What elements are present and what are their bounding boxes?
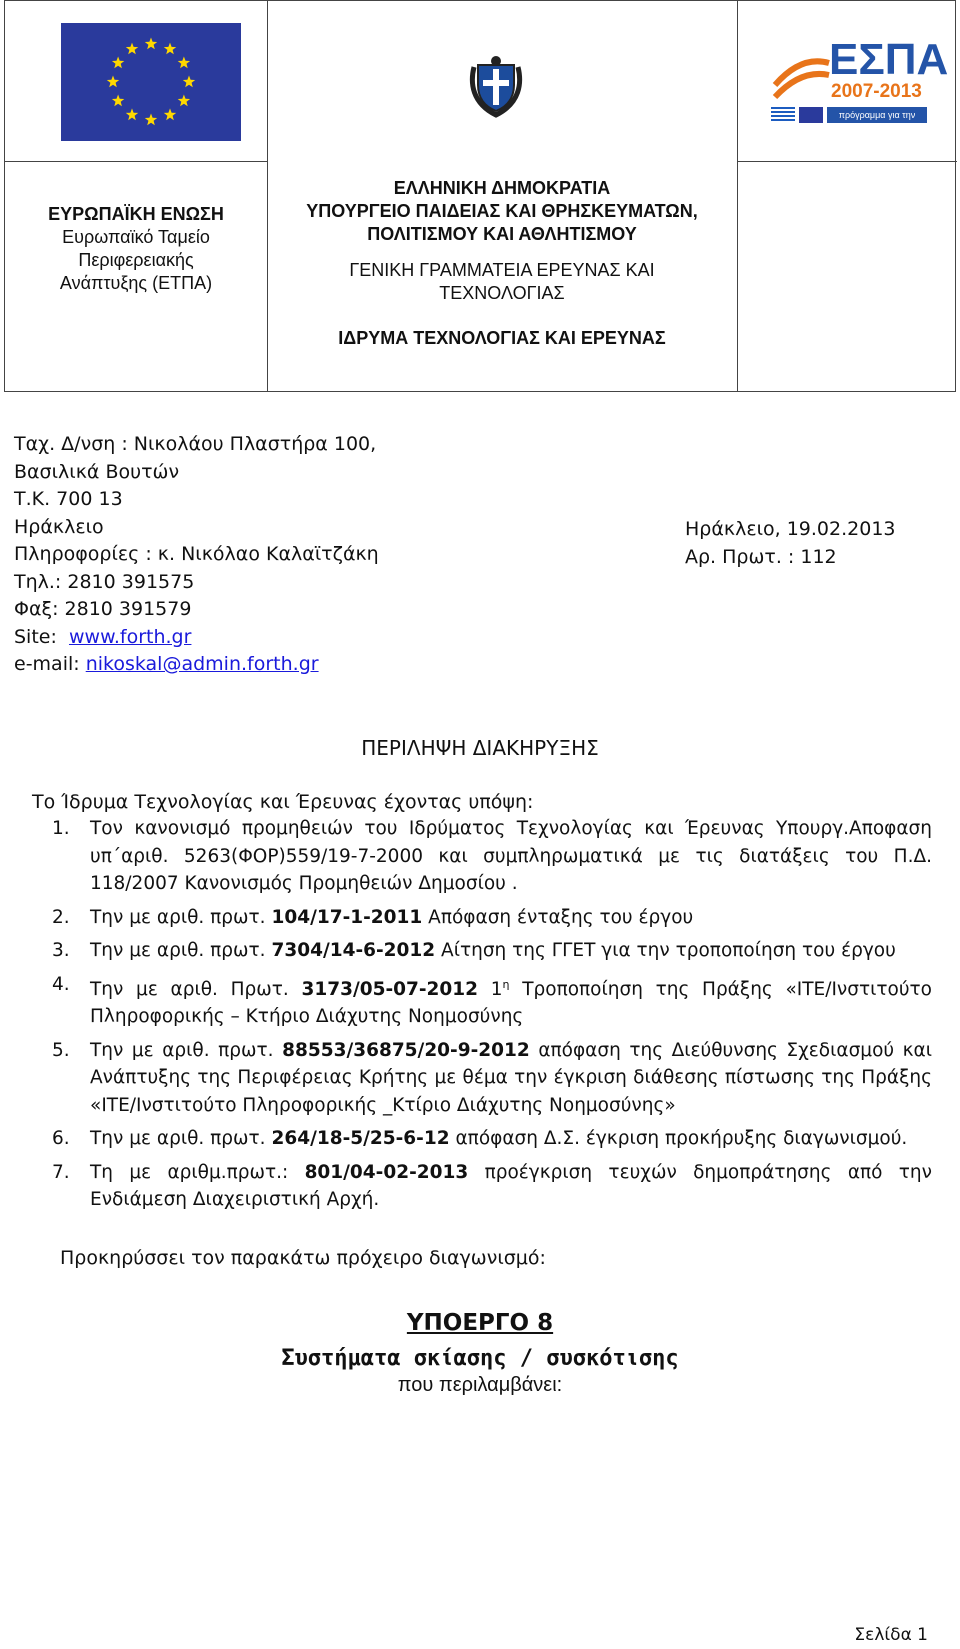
summary-title: ΠΕΡΙΛΗΨΗ ΔΙΑΚΗΡΥΞΗΣ [361, 736, 599, 760]
list-item [52, 1037, 932, 1120]
list-number: 3. [52, 940, 70, 961]
divider [737, 1, 738, 391]
letterhead [4, 0, 956, 392]
list-item [52, 971, 932, 1031]
document-info [685, 516, 896, 571]
phone: Τηλ.: 2810 391575 [14, 570, 195, 593]
systems-title: Συστήματα σκίασης / συσκότισης [281, 1346, 679, 1371]
subproject-title: ΥΠΟΕΡΓΟ 8 [406, 1310, 554, 1336]
item-reference: 264/18-5/25-6-12 [271, 1128, 450, 1150]
address-line: Ταχ. Δ/νση : Νικολάου Πλαστήρα 100, [14, 433, 377, 455]
email-link[interactable]: nikoskal@admin.forth.gr [85, 653, 319, 675]
list-item [52, 904, 932, 932]
divider [737, 161, 957, 162]
list-item [52, 1159, 932, 1214]
greek-flag-icon [771, 107, 795, 123]
fax: Φαξ: 2810 391579 [14, 598, 192, 620]
contact-person: Πληροφορίες : κ. Νικόλαο Καλαϊτζάκη [14, 543, 379, 565]
espa-wordmark: ΕΣΠΑ [829, 35, 949, 84]
ministry-line: ΥΠΟΥΡΓΕΙΟ ΠΑΙΔΕΙΑΣ ΚΑΙ ΘΡΗΣΚΕΥΜΑΤΩΝ, [306, 201, 698, 221]
eu-flag-logo [61, 23, 241, 141]
item-text: απόφαση της Διεύθυνσης Σχεδιασμού και Ανάπτυξης της Περιφέρειας Κρήτης με θέμα την έγκριση διάθεσης πίστωσης της Πράξης «ΙΤΕ/Ινστιτούτο Πληροφορικής _Κτίριο Διάχυτης Νοημοσύνης» [90, 1039, 932, 1116]
item-text: προέγκριση τευχών δημοπράτησης από την Ενδιάμεση Διαχειριστική Αρχή. [90, 1161, 932, 1211]
email-label: e-mail: [14, 653, 80, 675]
site-link[interactable]: www.forth.gr [68, 625, 192, 648]
eu-line: Ανάπτυξης (ΕΤΠΑ) [59, 273, 213, 293]
item-ordinal: 1 [478, 978, 503, 1000]
list-number: 6. [52, 1128, 70, 1150]
eu-line: Περιφερειακής [78, 250, 194, 270]
item-text: Την με αριθ. Πρωτ. [90, 978, 302, 1000]
site-label: Site: [14, 625, 57, 648]
place-date: Ηράκλειο, 19.02.2013 [685, 518, 896, 540]
page-number: Σελίδα 1 [854, 1625, 928, 1645]
item-text: απόφαση Δ.Σ. έγκριση προκήρυξης διαγωνισμού. [449, 1128, 908, 1150]
item-text: Την με αριθ. πρωτ. [90, 1039, 283, 1061]
eu-block [5, 203, 267, 295]
list-item [52, 937, 932, 965]
institute-name: ΙΔΡΥΜΑ ΤΕΧΝΟΛΟΓΙΑΣ ΚΑΙ ΕΡΕΥΝΑΣ [338, 328, 666, 348]
item-ordinal-suffix: η [502, 977, 510, 991]
list-number: 7. [52, 1161, 70, 1183]
item-text: Τον κανονισμό προμηθειών του Ιδρύματος Τεχνολογίας και Έρευνας Υπουργ.Αποφαση υπ΄αριθ. 5263(ΦΟΡ)559/19-7-2000 και συμπληρωματικά με τις διατάξεις του Π.Δ. 118/2007 Κανονισμός Προμηθειών Δημοσίου . [90, 818, 932, 894]
list-number: 1. [52, 818, 70, 839]
espa-swoosh-icon [771, 45, 831, 105]
ministry-line: ΠΟΛΙΤΙΣΜΟΥ ΚΑΙ ΑΘΛΗΤΙΣΜΟΥ [367, 224, 637, 244]
item-text: Την με αριθ. πρωτ. [90, 906, 272, 928]
sender-address [14, 431, 379, 679]
greek-coat-of-arms-icon [466, 53, 526, 119]
item-reference: 104/17-1-2011 [271, 906, 423, 928]
list-number: 2. [52, 906, 70, 928]
item-text: Τη με αριθμ.πρωτ.: [90, 1161, 305, 1183]
address-line: Βασιλικά Βουτών [14, 460, 180, 483]
espa-years: 2007-2013 [831, 81, 922, 102]
intro-text: Το Ίδρυμα Τεχνολογίας και Έρευνας έχοντας υπόψη: [32, 791, 534, 813]
eu-title: ΕΥΡΩΠΑΪΚΗ ΕΝΩΣΗ [48, 204, 224, 224]
espa-logo [771, 35, 949, 136]
address-line: Τ.Κ. 700 13 [14, 488, 123, 510]
ministry-line: ΤΕΧΝΟΛΟΓΙΑΣ [439, 283, 565, 303]
item-text: Τροποποίηση της Πράξης «ΙΤΕ/Ινστιτούτο Πληροφορικής – Κτήριο Διάχυτης Νοημοσύνης [90, 978, 932, 1028]
item-reference: 3173/05-07-2012 [301, 978, 479, 1000]
item-text: Την με αριθ. πρωτ. [90, 940, 272, 961]
list-number: 5. [52, 1039, 70, 1061]
item-reference: 801/04-02-2013 [304, 1161, 469, 1183]
ministry-line: ΓΕΝΙΚΗ ΓΡΑΜΜΑΤΕΙΑ ΕΡΕΥΝΑΣ ΚΑΙ [349, 260, 655, 280]
item-text: Αίτηση της ΓΓΕΤ για την τροποποίηση του έργου [435, 940, 896, 961]
eu-line: Ευρωπαϊκό Ταμείο [62, 227, 210, 247]
item-reference: 7304/14-6-2012 [271, 940, 436, 961]
protocol-number: Αρ. Πρωτ. : 112 [685, 545, 837, 568]
espa-tagline: πρόγραμμα για την ανάπτυξη [827, 107, 927, 123]
list-number: 4. [52, 973, 70, 995]
ministry-line: ΕΛΛΗΝΙΚΗ ΔΗΜΟΚΡΑΤΙΑ [393, 178, 611, 198]
considerations-list [52, 815, 932, 1220]
email-row [14, 651, 379, 679]
list-item [52, 815, 932, 898]
eu-mini-flag-icon [799, 107, 823, 123]
proclaim-text: Προκηρύσσει τον παρακάτω πρόχειρο διαγωνισμό: [60, 1247, 546, 1269]
divider [5, 161, 267, 162]
site-row [14, 624, 379, 652]
ministry-block [267, 177, 737, 350]
item-reference: 88553/36875/20-9-2012 [282, 1039, 530, 1061]
includes-text: που περιλαμβάνει: [397, 1374, 563, 1396]
item-text: Την με αριθ. πρωτ. [90, 1128, 272, 1150]
address-line: Ηράκλειο [14, 515, 104, 538]
list-item [52, 1125, 932, 1153]
item-text: Απόφαση ένταξης του έργου [422, 906, 694, 928]
